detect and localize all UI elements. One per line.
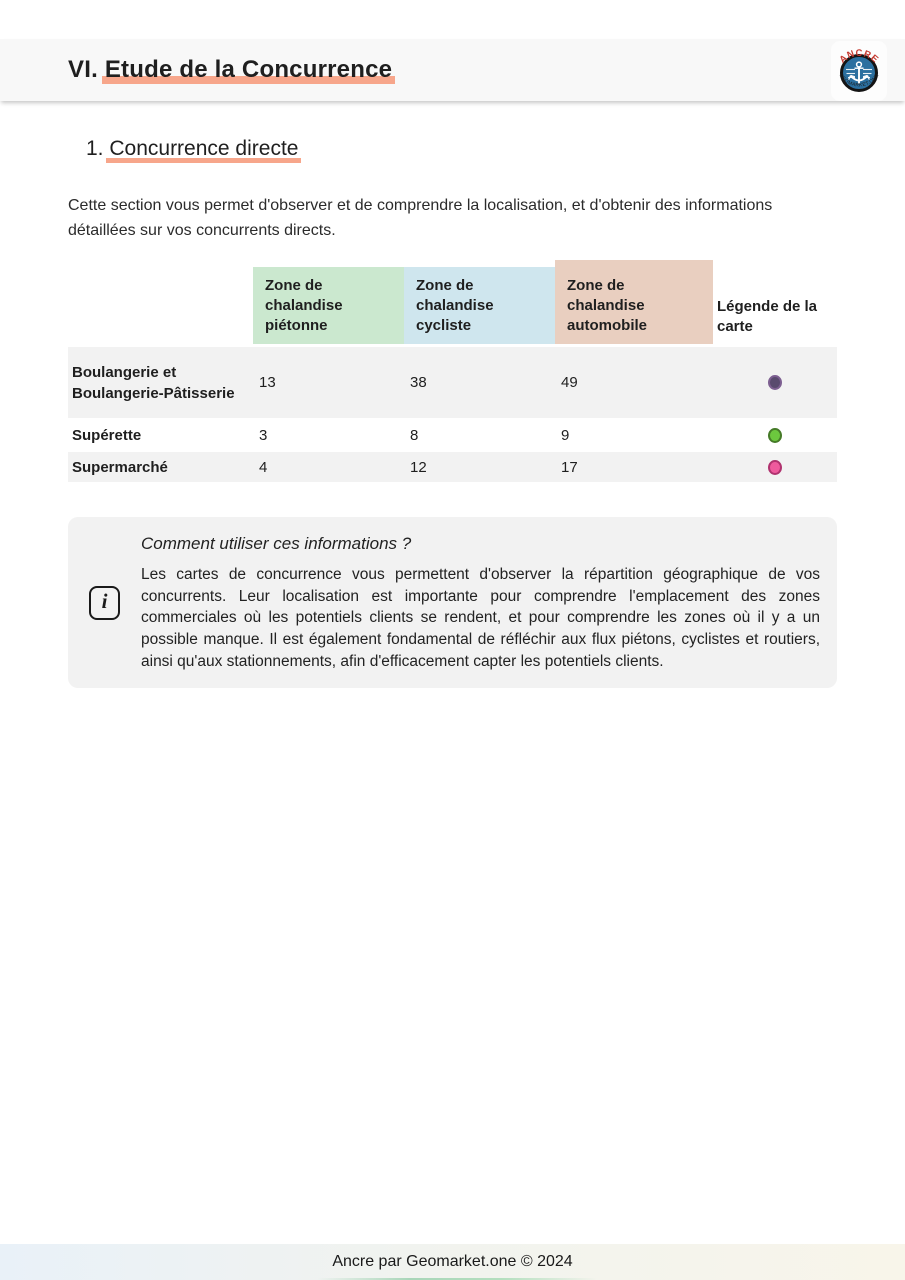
column-header-empty [68, 267, 253, 344]
table-row [68, 347, 837, 418]
info-box [68, 517, 837, 688]
column-header-pietonne: Zone de chalandise piétonne [253, 267, 404, 344]
legend-cell [713, 460, 837, 475]
page-header-band [0, 39, 905, 101]
column-header-automobile: Zone de chalandise automobile [555, 260, 713, 344]
ancre-geomarket-logo [831, 41, 887, 101]
info-title: Comment utiliser ces informations ? [141, 534, 412, 553]
competition-table [68, 267, 837, 484]
row-label: Supermarché [72, 458, 168, 476]
row-label: Supérette [72, 426, 142, 444]
info-icon: i [89, 586, 120, 620]
logo-bottom-text: GEOMARKET.ONE [837, 73, 881, 89]
legend-cell [713, 375, 837, 390]
value-automobile: 9 [561, 426, 570, 444]
value-cycliste: 12 [410, 458, 427, 476]
value-automobile: 17 [561, 458, 578, 476]
value-automobile: 49 [561, 374, 578, 391]
column-header-legende: Légende de la carte [717, 298, 818, 335]
value-pietonne: 3 [259, 426, 268, 444]
section-heading [86, 137, 298, 161]
value-pietonne: 4 [259, 458, 268, 476]
page-title-text: Etude de la Concurrence [104, 56, 393, 83]
legend-dot [768, 375, 782, 390]
legend-dot [768, 428, 782, 443]
table-row [68, 452, 837, 482]
value-cycliste: 38 [410, 374, 427, 391]
page-title [68, 56, 392, 84]
legend-dot [768, 460, 782, 475]
footer-text: Ancre par Geomarket.one © 2024 [332, 1253, 573, 1270]
value-pietonne: 13 [259, 374, 276, 391]
info-icon-column [68, 517, 141, 688]
intro-paragraph: Cette section vous permet d'observer et de comprendre la localisation, et d'obtenir des informations détaillées sur vos concurrents directs. [68, 197, 773, 239]
row-label: Boulangerie et Boulangerie-Pâtisserie [72, 363, 235, 402]
column-header-cycliste: Zone de chalandise cycliste [404, 267, 555, 344]
info-body: Les cartes de concurrence vous permettent d'observer la répartition géographique de vos concurrents. Leur localisation est importante pour comprendre l'emplacement des zones commerciales où les potentiels clients se rendent, et pour comprendre les zones où il y a un possible manque. Il est également fondamental de réfléchir aux flux piétons, cyclistes et routiers, ainsi qu'aux stationnements, afin d'efficacement capter les potentiels clients. [141, 566, 820, 670]
logo-top-text: ANCRE [837, 47, 881, 66]
info-text [141, 517, 837, 688]
legend-cell [713, 428, 837, 443]
table-header-row [68, 267, 837, 344]
section-number: 1. [86, 137, 104, 160]
page-footer [0, 1244, 905, 1280]
section-title: Concurrence directe [109, 137, 299, 160]
page-title-number: VI. [68, 56, 98, 83]
table-row [68, 420, 837, 450]
value-cycliste: 8 [410, 426, 419, 444]
